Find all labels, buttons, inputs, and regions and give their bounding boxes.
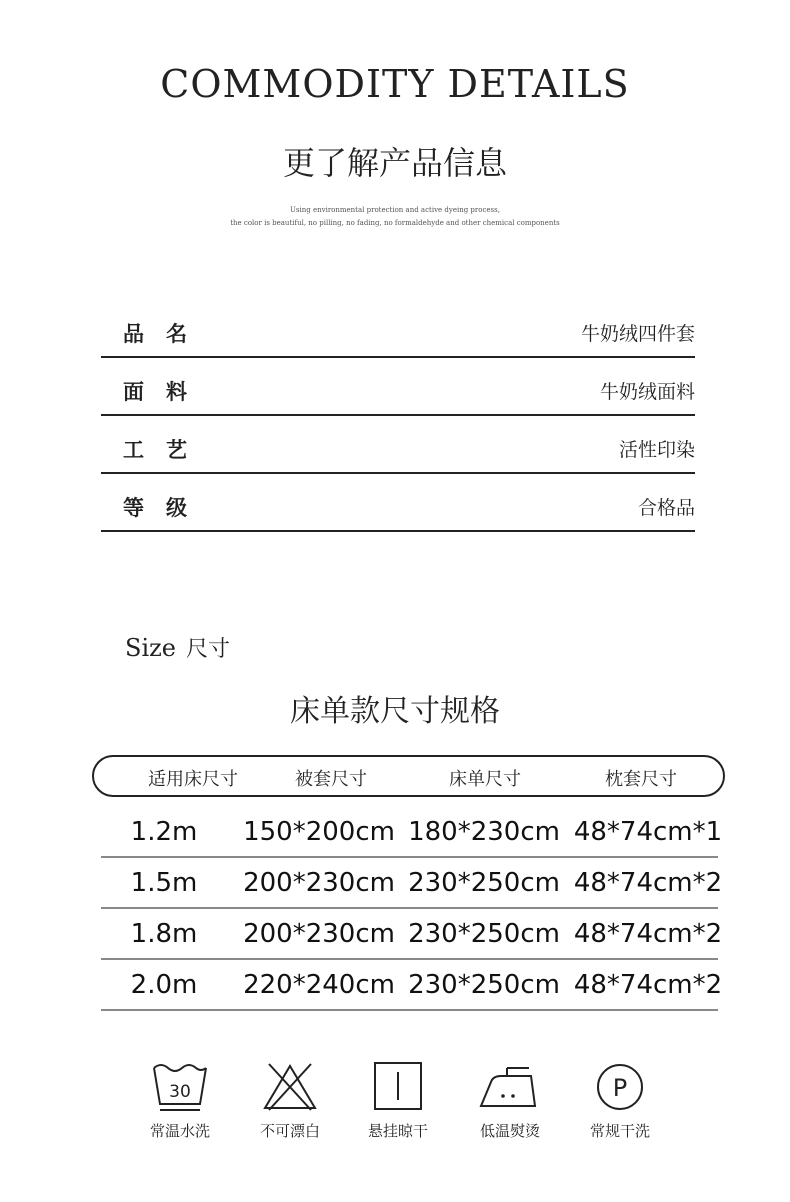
cell-pillow-size: 48*74cm*2 — [573, 970, 723, 1000]
cell-sheet-size: 230*250cm — [408, 919, 560, 949]
cell-duvet-size: 200*230cm — [243, 919, 395, 949]
care-item-no-bleach — [235, 1060, 345, 1141]
info-key: 等级 — [123, 495, 209, 520]
cell-duvet-size: 150*200cm — [243, 817, 395, 847]
cell-bed-size: 2.0m — [130, 970, 198, 1000]
info-row-grade — [101, 474, 695, 532]
info-value: 活性印染 — [618, 439, 695, 461]
care-label: 不可漂白 — [259, 1122, 320, 1140]
no-bleach-icon — [261, 1060, 319, 1112]
dry-clean-letter: P — [612, 1074, 628, 1102]
care-label: 常温水洗 — [149, 1122, 210, 1140]
care-item-hang-dry — [343, 1060, 453, 1141]
size-label-en: Size — [125, 634, 176, 662]
page-title-en: COMMODITY DETAILS — [160, 62, 630, 106]
info-key: 面料 — [123, 379, 209, 404]
cell-duvet-size: 220*240cm — [243, 970, 395, 1000]
page-title-zh: 更了解产品信息 — [282, 144, 507, 182]
care-item-dry-clean — [565, 1060, 675, 1141]
low-iron-icon — [477, 1060, 543, 1112]
header-duvet-size: 被套尺寸 — [295, 769, 367, 790]
table-row — [101, 808, 723, 858]
info-key: 工艺 — [123, 437, 209, 462]
care-item-wash — [125, 1060, 235, 1141]
header-sheet-size: 床单尺寸 — [449, 769, 521, 790]
description-line-2: the color is beautiful, no pilling, no fading, no formaldehyde and other chemical components — [230, 219, 560, 227]
table-row — [101, 859, 723, 909]
dry-clean-icon — [591, 1060, 649, 1112]
care-label: 常规干洗 — [589, 1122, 650, 1140]
description-line-1: Using environmental protection and active dyeing process, — [290, 206, 500, 214]
cell-bed-size: 1.5m — [130, 868, 198, 898]
header-pillow-size: 枕套尺寸 — [605, 769, 677, 790]
hang-dry-icon — [369, 1060, 427, 1112]
care-label: 低温熨烫 — [479, 1122, 540, 1140]
size-label-zh: 尺寸 — [185, 637, 230, 662]
table-row — [101, 961, 723, 1011]
cell-duvet-size: 200*230cm — [243, 868, 395, 898]
info-value: 合格品 — [637, 497, 695, 519]
info-key: 品名 — [123, 321, 209, 346]
table-row — [101, 910, 723, 960]
wash-30-icon — [151, 1060, 209, 1112]
cell-pillow-size: 48*74cm*2 — [573, 868, 723, 898]
cell-pillow-size: 48*74cm*2 — [573, 919, 723, 949]
cell-bed-size: 1.2m — [130, 817, 198, 847]
cell-sheet-size: 180*230cm — [408, 817, 560, 847]
product-info-table — [101, 300, 695, 532]
size-section-label — [125, 632, 230, 663]
size-spec-title: 床单款尺寸规格 — [290, 694, 500, 729]
cell-sheet-size: 230*250cm — [408, 970, 560, 1000]
header-bed-size: 适用床尺寸 — [148, 769, 238, 790]
info-row-process — [101, 416, 695, 474]
cell-sheet-size: 230*250cm — [408, 868, 560, 898]
care-label: 悬挂晾干 — [367, 1122, 428, 1140]
info-value: 牛奶绒四件套 — [580, 323, 695, 345]
info-row-name — [101, 300, 695, 358]
info-row-fabric — [101, 358, 695, 416]
care-item-low-iron — [455, 1060, 565, 1141]
wash-temp-text: 30 — [169, 1082, 191, 1102]
info-value: 牛奶绒面料 — [599, 381, 695, 403]
cell-bed-size: 1.8m — [130, 919, 198, 949]
size-table-header — [92, 755, 725, 797]
cell-pillow-size: 48*74cm*1 — [573, 817, 723, 847]
